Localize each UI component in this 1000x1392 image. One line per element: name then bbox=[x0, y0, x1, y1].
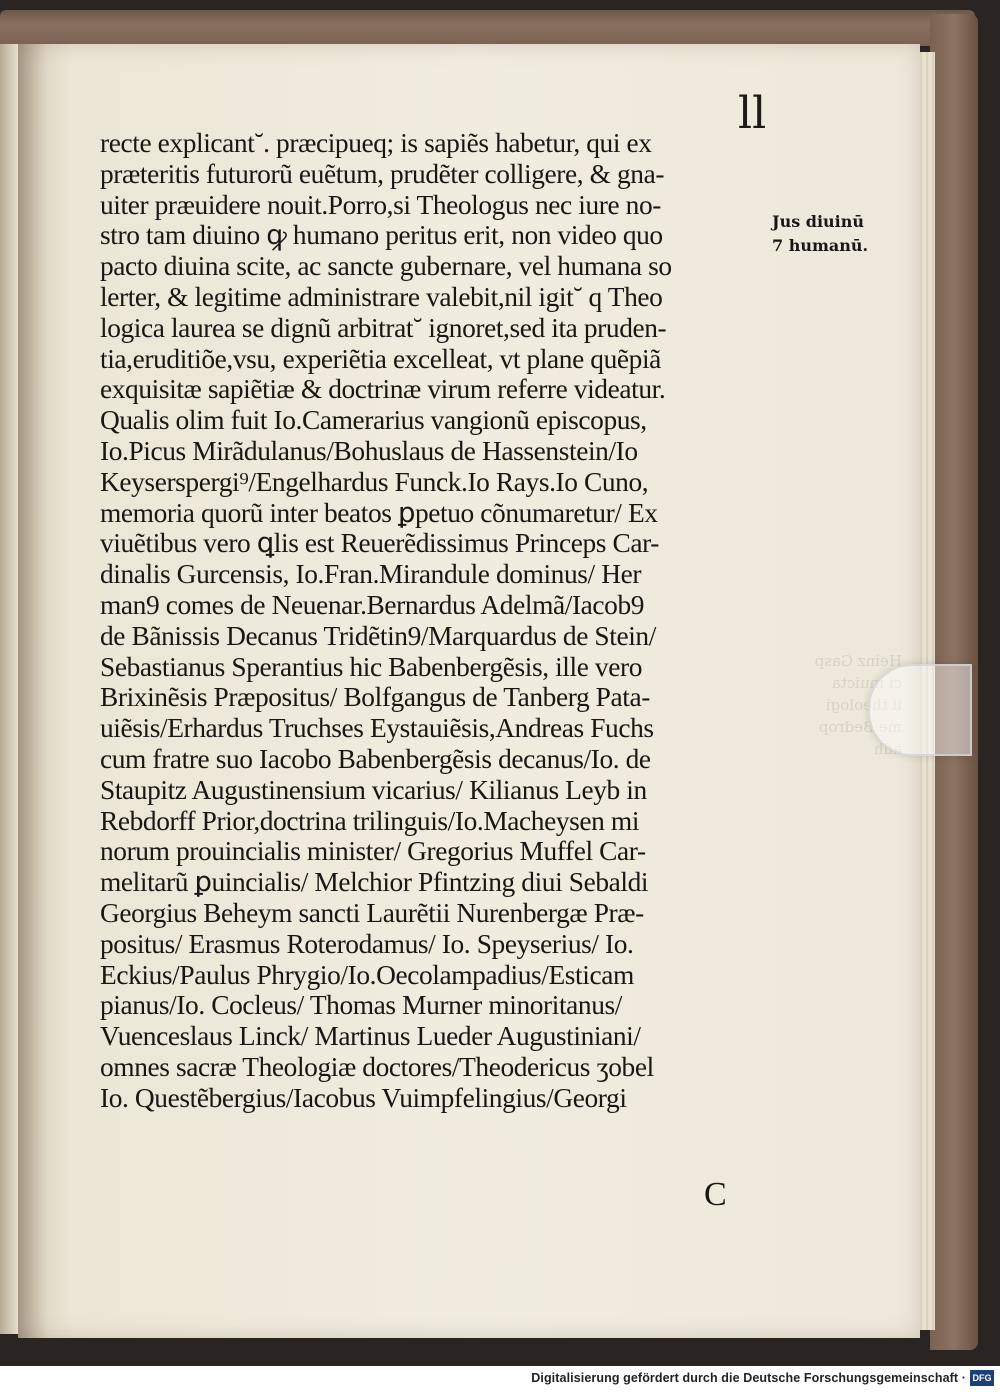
text-line: præteritis futurorũ euẽtum, prudẽter colligere, & gna- bbox=[100, 158, 665, 189]
text-line: viuẽtibus vero ꝗlis est Reuerẽdissimus Princeps Car- bbox=[100, 528, 659, 559]
text-line: Keyserspergi⁹/Engelhardus Funck.Io Rays.Io Cuno, bbox=[100, 466, 649, 497]
text-line: pianus/Io. Cocleus/ Thomas Murner minoritanus/ bbox=[100, 990, 622, 1021]
marginal-note-line: 7 humanū. bbox=[772, 236, 869, 255]
text-line: Io. Questẽbergius/Iacobus Vuimpfelingius/Georgi bbox=[100, 1082, 627, 1113]
text-line: dinalis Gurcensis, Io.Fran.Mirandule dominus/ Her bbox=[100, 559, 642, 590]
text-line: lerter, & legitime administrare valebit,nil igit˘ q Theo bbox=[100, 281, 663, 312]
text-line: cum fratre suo Iacobo Babenbergẽsis decanus/Io. de bbox=[100, 743, 651, 774]
text-line: Io.Picus Mirãdulanus/Bohuslaus de Hassenstein/Io bbox=[100, 435, 638, 466]
text-line: recte explicant˘. præcipueq; is sapiẽs habetur, qui ex bbox=[100, 128, 652, 158]
marginal-note-line: Jus diuinū bbox=[772, 212, 865, 231]
text-line: Brixinẽsis Præpositus/ Bolfgangus de Tanberg Pata- bbox=[100, 682, 650, 713]
dfg-logo-icon: DFG bbox=[970, 1370, 994, 1386]
text-line: Sebastianus Sperantius hic Babenbergẽsis, ille vero bbox=[100, 651, 643, 682]
funding-credit: Digitalisierung gefördert durch die Deutsche Forschungsgemeinschaft · bbox=[531, 1371, 966, 1385]
bleed-line: Heinz Gasp bbox=[814, 652, 902, 670]
text-line: de Bãnissis Decanus Tridẽtin9/Marquardus de Stein/ bbox=[100, 620, 656, 651]
page-clip bbox=[868, 664, 972, 756]
bleed-line: ci inuicta bbox=[831, 674, 902, 692]
folio-mark: ll bbox=[738, 88, 767, 139]
marginal-note bbox=[772, 210, 902, 258]
bleed-line: ii theologi bbox=[825, 696, 902, 714]
text-line: exquisitæ sapiẽtiæ & doctrinæ virum referre videatur. bbox=[100, 374, 666, 405]
text-line: norum prouincialis minister/ Gregorius Muffel Car- bbox=[100, 836, 646, 867]
bleed-line: adh bbox=[873, 740, 902, 758]
text-line: man9 comes de Neuenar.Bernardus Adelmã/Iacob9 bbox=[100, 589, 645, 620]
text-line: pacto diuina scite, ac sancte gubernare, vel humana so bbox=[100, 251, 672, 282]
text-line: Eckius/Paulus Phrygio/Io.Oecolampadius/Esticam bbox=[100, 959, 634, 990]
text-line: melitarũ ꝑuincialis/ Melchior Pfintzing diui Sebaldi bbox=[100, 867, 649, 898]
text-line: uiẽsis/Erhardus Truchses Eystauiẽsis,Andreas Fuchs bbox=[100, 713, 654, 744]
text-line: Rebdorff Prior,doctrina trilinguis/Io.Macheysen mi bbox=[100, 805, 640, 836]
left-page-edge bbox=[0, 44, 18, 1334]
footer-bar bbox=[0, 1366, 1000, 1392]
text-line: uiter præuidere nouit.Porro,si Theologus nec iure no- bbox=[100, 189, 661, 220]
text-line: tia,eruditiõe,vsu, experiẽtia excelleat, vt plane quẽpiã bbox=[100, 343, 661, 374]
text-line: Georgius Beheym sancti Laurẽtii Nurenbergæ Præ- bbox=[100, 897, 644, 928]
text-line: positus/ Erasmus Roterodamus/ Io. Speyserius/ Io. bbox=[100, 928, 634, 959]
text-line: Staupitz Augustinensium vicarius/ Kilianus Leyb in bbox=[100, 774, 647, 805]
text-line: Qualis olim fuit Io.Camerarius vangionũ episcopus, bbox=[100, 405, 647, 436]
text-line: memoria quorũ inter beatos ꝑpetuo cõnumaretur/ Ex bbox=[100, 497, 658, 528]
text-line: stro tam diuino ꝙ humano peritus erit, non video quo bbox=[100, 220, 663, 251]
text-line: logica laurea se dignũ arbitrat˘ ignoret,sed ita pruden- bbox=[100, 312, 667, 343]
book-cover-top bbox=[0, 10, 975, 46]
gutter-shadow bbox=[18, 44, 48, 1338]
bleed-line: me Bedrop bbox=[818, 718, 902, 736]
body-text bbox=[100, 128, 762, 1114]
signature-mark: C bbox=[704, 1176, 727, 1213]
text-line: omnes sacræ Theologiæ doctores/Theodericus ʒobel bbox=[100, 1051, 654, 1082]
text-line: Vuenceslaus Linck/ Martinus Lueder Augustiniani/ bbox=[100, 1021, 641, 1052]
